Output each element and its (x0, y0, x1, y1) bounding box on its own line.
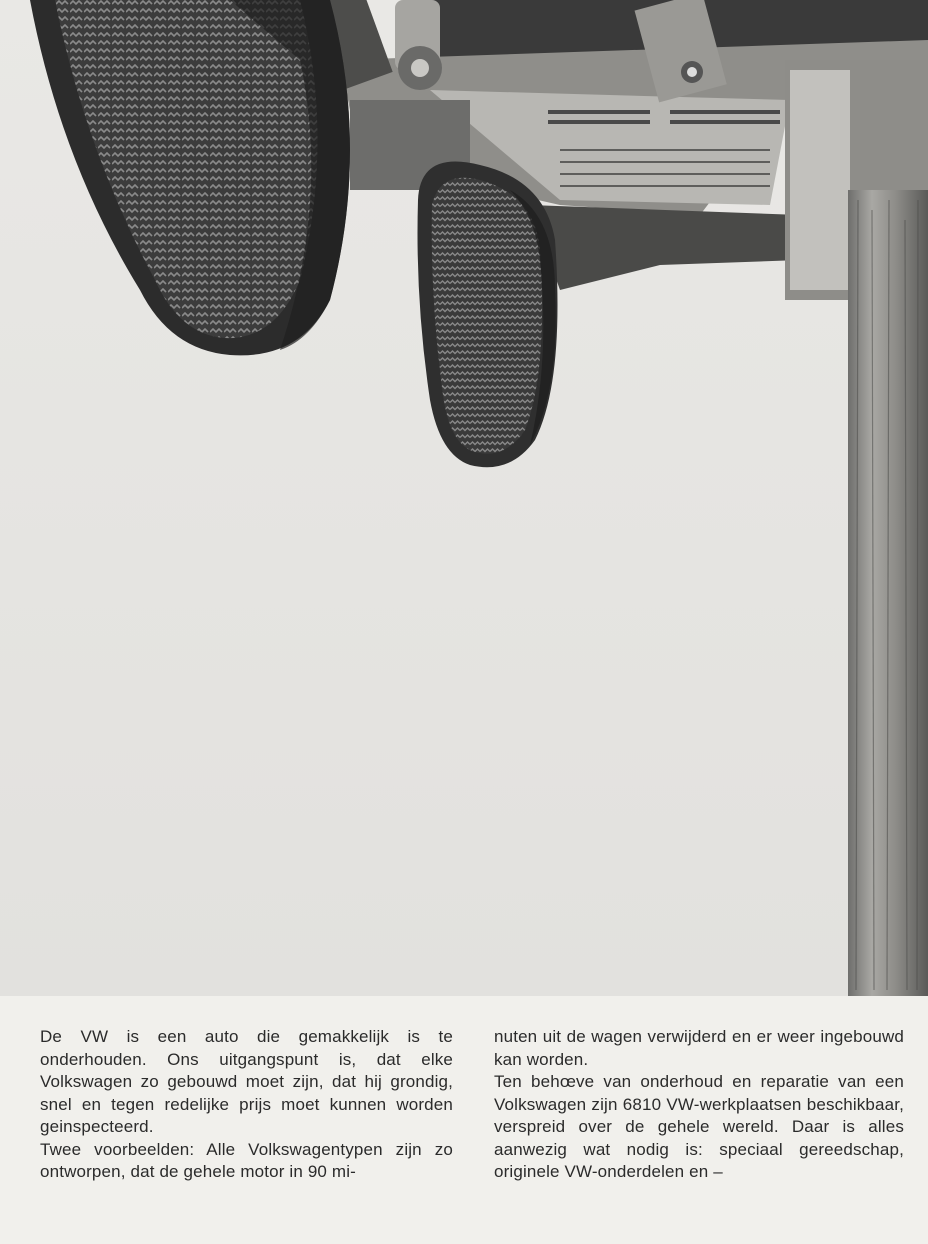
paragraph: nuten uit de wagen verwijderd en er weer ingebouwd kan worden. (494, 1027, 904, 1069)
article-text (0, 996, 928, 1244)
paragraph: Twee voorbeelden: Alle Volkswagentypen zijn zo ontworpen, dat de gehele motor in 90 mi- (40, 1139, 453, 1181)
paragraph: De VW is een auto die gemakkelijk is te onderhouden. Ons uitgangspunt is, dat elke Volkswagen zo gebouwd moet zijn, dat hij grondig, snel en tegen redelijke prijs moet kunnen worden geinspecteerd. (40, 1027, 453, 1136)
text-column-right (494, 1026, 904, 1184)
paragraph: Ten behœve van onderhoud en reparatie van een Volkswagen zijn 6810 VW-werkplaatsen beschikbaar, verspreid over de gehele wereld. Daar is alles aanwezig wat nodig is: speciaal gereedschap, originele VW-onderdelen en – (494, 1072, 904, 1181)
text-column-left (40, 1026, 453, 1184)
rear-tire (418, 162, 558, 468)
